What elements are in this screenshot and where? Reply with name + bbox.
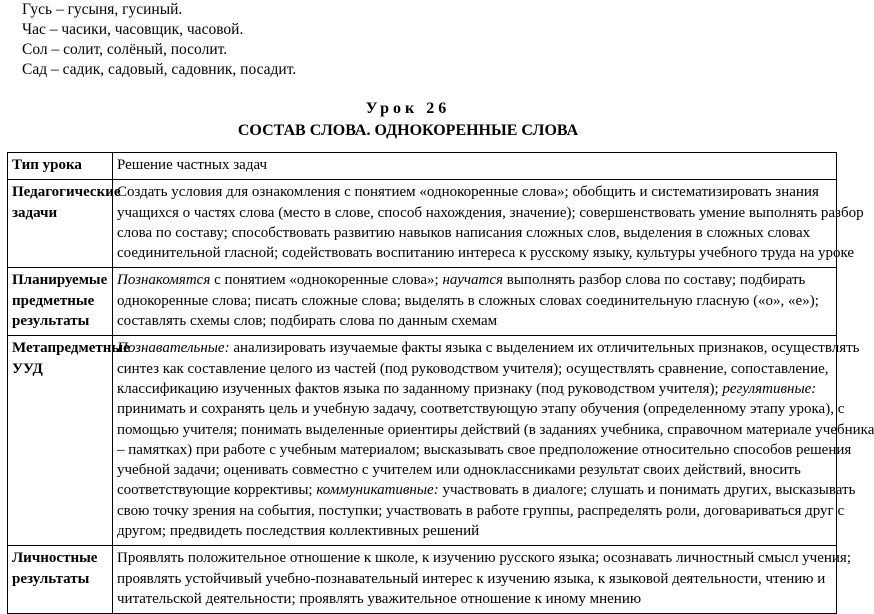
row-label: Личностные результаты bbox=[8, 546, 113, 614]
row-label: Метапредметные УУД bbox=[8, 336, 113, 546]
content-line: свою точку зрения на события, поступки; участвовать в работе группы, распределять роли, договариваться друг с bbox=[117, 502, 845, 519]
lesson-title: СОСТАВ СЛОВА. ОДНОКОРЕННЫЕ СЛОВА bbox=[237, 122, 579, 139]
intro-line: Сад – садик, садовый, садовник, посадит. bbox=[22, 61, 297, 78]
table-row bbox=[8, 546, 837, 614]
row-content bbox=[113, 153, 837, 180]
content-line: учебной задачи; оценивать совместно с учителем или одноклассниками результат своих действий, вносить bbox=[117, 462, 801, 479]
content-line: составлять схемы слов; подбирать слова по данным схемам bbox=[117, 313, 498, 330]
intro-line: Час – часики, часовщик, часовой. bbox=[22, 21, 244, 38]
row-content bbox=[113, 180, 864, 268]
table-row bbox=[8, 180, 837, 268]
text-run: классификацию изученных фактов языка по заданному признаку (под руководством учителя); bbox=[117, 380, 723, 397]
row-content bbox=[113, 268, 837, 336]
italic-term: Познакомятся bbox=[117, 272, 211, 289]
content-line bbox=[117, 338, 860, 358]
italic-term: регулятивные: bbox=[722, 380, 817, 397]
table-row bbox=[8, 336, 837, 546]
content-line: проявлять устойчивый учебно-познавательный интерес к изучению языка, к языковой деятельности, чтению и bbox=[117, 570, 826, 587]
content-line bbox=[117, 379, 832, 399]
content-line: Проявлять положительное отношение к школе, к изучению русского языка; осознавать личностный смысл учения; bbox=[117, 550, 852, 567]
text-run: с понятием «однокоренные слова»; bbox=[210, 272, 443, 289]
content-line bbox=[117, 270, 832, 290]
content-line: – памятках) при работе с учебным материалом; высказывать свое предположение относительно способов решения bbox=[117, 441, 852, 458]
content-line: принимать и сохранять цель и учебную задачу, соответствующую этапу обучения (определенному этапу урока), с bbox=[117, 401, 845, 418]
lesson-table bbox=[7, 152, 874, 614]
content-line bbox=[117, 480, 856, 500]
content-line: учащихся о частях слова (место в слове, способ нахождения, значение); совершенствовать умение выполнять разбор bbox=[117, 204, 864, 221]
content-line: читательской деятельности; проявлять уважительное отношение к иному мнению bbox=[117, 590, 642, 607]
row-content bbox=[113, 546, 852, 614]
content-line: слова по составу; способствовать развитию навыков написания сложных слов, выделения в сложных словах bbox=[117, 224, 811, 241]
intro-line: Сол – солит, солёный, посолит. bbox=[22, 41, 228, 58]
text-run: анализировать изучаемые факты языка с выделением их отличительных признаков, осуществлять bbox=[229, 340, 860, 357]
row-label: Тип урока bbox=[8, 153, 113, 180]
content-line: другом; предвидеть последствия коллективных решений bbox=[117, 523, 480, 540]
content-line: соединительной гласной; содействовать воспитанию интереса к русскому языку, культуры учебного труда на уроке bbox=[117, 245, 855, 262]
intro-line: Гусь – гусыня, гусиный. bbox=[22, 1, 183, 18]
table-row bbox=[8, 268, 837, 336]
content-line: Решение частных задач bbox=[117, 157, 268, 173]
row-label: Педагогические задачи bbox=[8, 180, 113, 268]
row-content bbox=[113, 336, 874, 546]
content-line: синтез как составление целого из частей (под руководством учителя); осуществлять сравнение, сопоставление, bbox=[117, 360, 829, 377]
content-line: помощью учителя; понимать выделенные ориентиры действий (в заданиях учебника, справочном материале учебника bbox=[117, 421, 874, 438]
italic-term: коммуникативные: bbox=[316, 482, 439, 499]
italic-term: Познавательные: bbox=[117, 340, 230, 357]
italic-term: научатся bbox=[442, 272, 503, 289]
row-label: Планируемые предметные результаты bbox=[8, 268, 113, 336]
text-run: соответствующие коррективы; bbox=[117, 482, 317, 499]
lesson-number: Урок 26 bbox=[365, 100, 451, 117]
content-line: однокоренные слова; писать сложные слова; выделять в сложных словах соединительную гласную («о», «е»); bbox=[117, 292, 819, 309]
text-run: выполнять разбор слова по составу; подбирать bbox=[503, 272, 806, 289]
table-row bbox=[8, 153, 837, 180]
content-line: Создать условия для ознакомления с понятием «однокоренные слова»; обобщить и систематизировать знания bbox=[117, 184, 819, 201]
text-run: участвовать в диалоге; слушать и понимать других, высказывать bbox=[438, 482, 856, 499]
